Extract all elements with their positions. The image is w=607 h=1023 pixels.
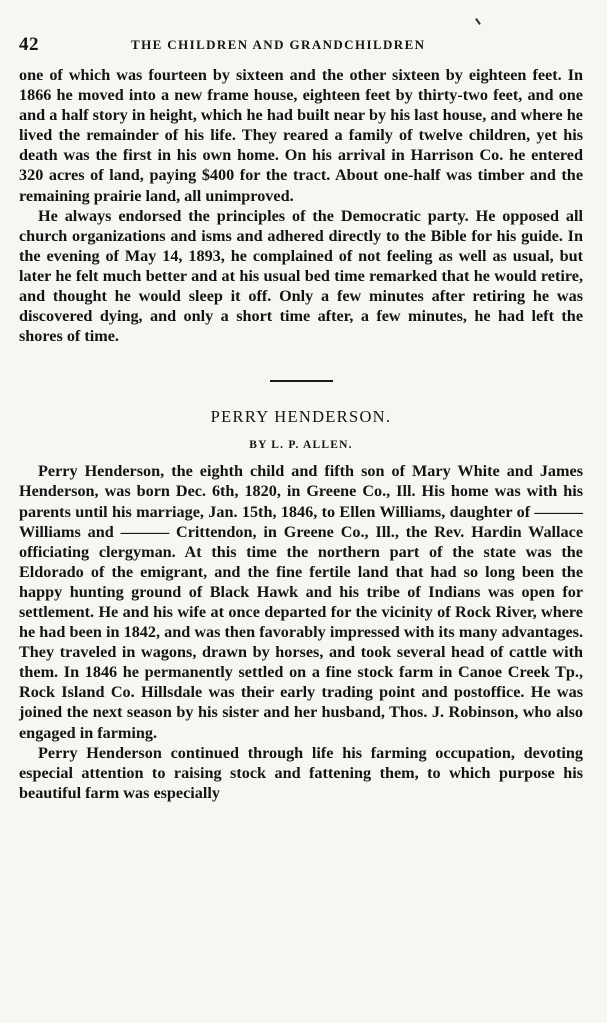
section-divider — [270, 380, 333, 382]
article-paragraph-1: Perry Henderson, the eighth child and fifth son of Mary White and James Henderson, was born Dec. 6th, 1820, in Greene Co., Ill. His home was with his parents until his marriage, Jan. 15th, 1846, to Ellen Williams, daughter of ——— Williams and ——— Crittendon, in Greene Co., Ill., the Rev. Hardin Wallace officiating clergyman. At this time the northern part of the state was the Eldorado of the emigrant, and the fine fertile land that had so long been the happy hunting ground of Black Hawk and his tribe of Indians was open for settlement. He and his wife at once departed for the vicinity of Rock River, where he had been in 1842, and was then favorably impressed with its many advantages. They traveled in wagons, drawn by horses, and took several head of cattle with them. In 1846 he permanently settled on a fine stock farm in Canoe Creek Tp., Rock Island Co. Hillsdale was their early trading point and postoffice. He was joined the next season by his sister and her husband, Thos. J. Robinson, who also engaged in farming. — [19, 462, 583, 742]
page-header — [19, 31, 583, 61]
continued-paragraph: one of which was fourteen by sixteen and the other sixteen by eighteen feet. In 1866 he moved into a new frame house, eighteen feet by thirty-two feet, and one and a half story in height, which he had built near by his last house, and where he lived the remainder of his life. They reared a family of twelve children, yet his death was the first in his own home. On his arrival in Harrison Co. he entered 320 acres of land, paying $400 for the tract. About one-half was timber and the remaining prairie land, all unimproved. — [19, 66, 583, 205]
article-paragraph-2: Perry Henderson continued through life his farming occupation, devoting especial attention to raising stock and fattening them, to which purpose his beautiful farm was especially — [19, 743, 583, 802]
running-head: THE CHILDREN AND GRANDCHILDREN — [131, 37, 426, 52]
article-byline: BY L. P. ALLEN. — [249, 439, 353, 452]
article-title: PERRY HENDERSON. — [210, 407, 392, 427]
democratic-party-paragraph: He always endorsed the principles of the Democratic party. He opposed all church organizations and isms and adhered directly to the Bible for his guide. In the evening of May 14, 1893, he complained of not feeling as well as usual, but later he felt much better and at his usual bed time remarked that he would retire, and thought he would sleep it off. Only a few minutes after retiring he was discovered dying, and only a short time after, a few minutes, he had left the shores of time. — [19, 206, 583, 346]
stray-ink-mark — [475, 18, 481, 25]
page-number: 42 — [19, 34, 39, 55]
